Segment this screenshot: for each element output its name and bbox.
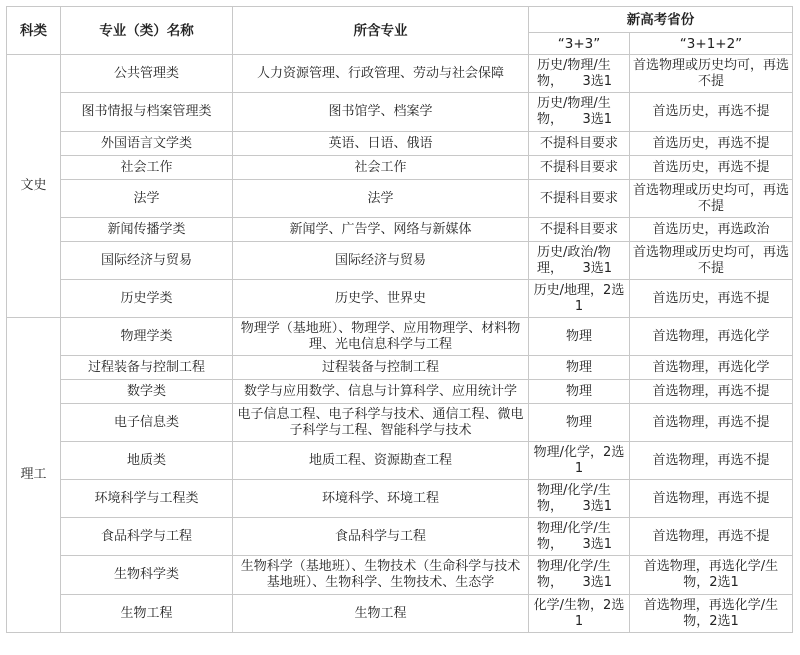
requirement-3-3-cell: 不提科目要求 [529,218,630,242]
table-row [7,280,793,318]
table-row [7,556,793,595]
requirement-3-3-cell: 化学/生物，2选1 [529,595,630,633]
requirement-3-3-cell: 不提科目要求 [529,156,630,180]
requirement-3-3-cell: 物理/化学/生物， 3选1 [529,480,630,518]
requirement-3-1-2-cell: 首选历史，再选不提 [630,156,793,180]
requirement-3-1-2-cell: 首选物理，再选化学/生物，2选1 [630,556,793,595]
included-majors-cell: 环境科学、环境工程 [233,480,529,518]
requirement-3-1-2-cell: 首选物理，再选不提 [630,380,793,404]
included-majors-cell: 法学 [233,180,529,218]
included-majors-cell: 生物工程 [233,595,529,633]
category-cell: 理工 [7,318,61,633]
table-row [7,404,793,442]
table-row [7,156,793,180]
table-row [7,380,793,404]
requirement-3-3-cell: 不提科目要求 [529,180,630,218]
requirement-3-3-cell: 历史/物理/生物， 3选1 [529,93,630,132]
header-major-name: 专业（类）名称 [61,7,233,55]
requirement-3-1-2-cell: 首选物理，再选化学 [630,318,793,356]
requirement-3-3-cell: 历史/地理，2选1 [529,280,630,318]
header-included: 所含专业 [233,7,529,55]
requirement-3-1-2-cell: 首选物理或历史均可，再选不提 [630,55,793,93]
included-majors-cell: 电子信息工程、电子科学与技术、通信工程、微电子科学与工程、智能科学与技术 [233,404,529,442]
category-cell: 文史 [7,55,61,318]
requirement-3-1-2-cell: 首选物理，再选不提 [630,442,793,480]
major-name-cell: 图书情报与档案管理类 [61,93,233,132]
requirement-3-3-cell: 物理/化学，2选1 [529,442,630,480]
header-mode-3-3: “3+3” [529,33,630,55]
requirement-3-1-2-cell: 首选物理，再选不提 [630,518,793,556]
requirement-3-1-2-cell: 首选历史，再选政治 [630,218,793,242]
major-name-cell: 公共管理类 [61,55,233,93]
major-name-cell: 电子信息类 [61,404,233,442]
table-row [7,518,793,556]
major-name-cell: 国际经济与贸易 [61,242,233,280]
major-name-cell: 生物科学类 [61,556,233,595]
requirement-3-3-cell: 历史/政治/物理， 3选1 [529,242,630,280]
header-gaokao: 新高考省份 [529,7,793,33]
major-name-cell: 物理学类 [61,318,233,356]
table-row [7,318,793,356]
requirement-3-1-2-cell: 首选物理，再选不提 [630,480,793,518]
header-mode-3-1-2: “3+1+2” [630,33,793,55]
requirement-3-1-2-cell: 首选物理或历史均可，再选不提 [630,180,793,218]
included-majors-cell: 人力资源管理、行政管理、劳动与社会保障 [233,55,529,93]
table-row [7,132,793,156]
included-majors-cell: 英语、日语、俄语 [233,132,529,156]
table-row [7,595,793,633]
table-row [7,55,793,93]
included-majors-cell: 物理学（基地班）、物理学、应用物理学、材料物理、光电信息科学与工程 [233,318,529,356]
header-category: 科类 [7,7,61,55]
included-majors-cell: 图书馆学、档案学 [233,93,529,132]
included-majors-cell: 历史学、世界史 [233,280,529,318]
table-row [7,442,793,480]
included-majors-cell: 新闻学、广告学、网络与新媒体 [233,218,529,242]
table-row [7,93,793,132]
table-row [7,242,793,280]
major-name-cell: 食品科学与工程 [61,518,233,556]
requirement-3-3-cell: 物理 [529,380,630,404]
requirement-3-1-2-cell: 首选物理，再选不提 [630,404,793,442]
table-body [7,55,793,633]
requirement-3-3-cell: 不提科目要求 [529,132,630,156]
table-wrapper [6,6,793,633]
included-majors-cell: 社会工作 [233,156,529,180]
included-majors-cell: 国际经济与贸易 [233,242,529,280]
major-name-cell: 社会工作 [61,156,233,180]
major-name-cell: 新闻传播学类 [61,218,233,242]
requirement-3-1-2-cell: 首选物理，再选化学 [630,356,793,380]
requirement-3-1-2-cell: 首选物理或历史均可，再选不提 [630,242,793,280]
requirement-3-3-cell: 物理 [529,356,630,380]
table-row [7,218,793,242]
included-majors-cell: 食品科学与工程 [233,518,529,556]
included-majors-cell: 过程装备与控制工程 [233,356,529,380]
included-majors-cell: 数学与应用数学、信息与计算科学、应用统计学 [233,380,529,404]
table-row [7,480,793,518]
requirement-3-1-2-cell: 首选历史，再选不提 [630,132,793,156]
major-name-cell: 历史学类 [61,280,233,318]
requirement-3-1-2-cell: 首选物理，再选化学/生物，2选1 [630,595,793,633]
requirement-3-3-cell: 物理/化学/生物， 3选1 [529,556,630,595]
requirement-3-3-cell: 历史/物理/生物， 3选1 [529,55,630,93]
included-majors-cell: 生物科学（基地班）、生物技术（生命科学与技术基地班）、生物科学、生物技术、生态学 [233,556,529,595]
major-name-cell: 数学类 [61,380,233,404]
table-row [7,356,793,380]
major-name-cell: 环境科学与工程类 [61,480,233,518]
requirement-3-3-cell: 物理 [529,404,630,442]
major-name-cell: 法学 [61,180,233,218]
table-row [7,180,793,218]
requirement-3-1-2-cell: 首选历史，再选不提 [630,280,793,318]
major-name-cell: 地质类 [61,442,233,480]
requirement-3-1-2-cell: 首选历史，再选不提 [630,93,793,132]
major-subject-table [6,6,793,633]
major-name-cell: 外国语言文学类 [61,132,233,156]
major-name-cell: 生物工程 [61,595,233,633]
requirement-3-3-cell: 物理 [529,318,630,356]
included-majors-cell: 地质工程、资源勘查工程 [233,442,529,480]
requirement-3-3-cell: 物理/化学/生物， 3选1 [529,518,630,556]
major-name-cell: 过程装备与控制工程 [61,356,233,380]
